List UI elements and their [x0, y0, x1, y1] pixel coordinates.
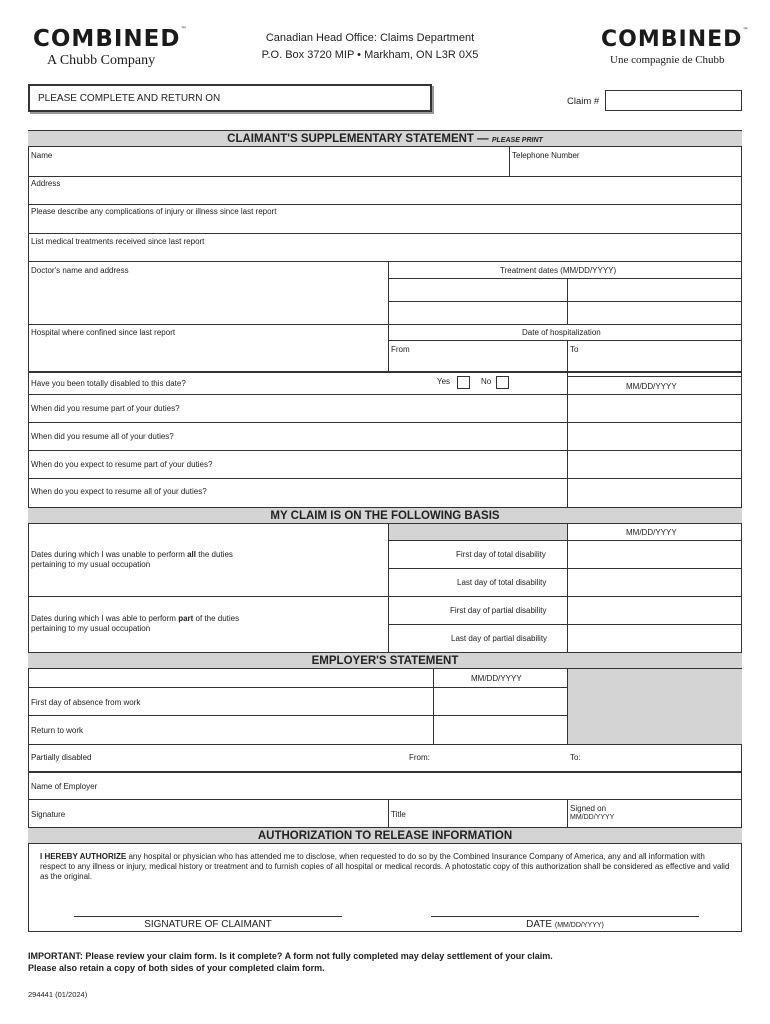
disabled-date-format: MM/DD/YYYY — [626, 382, 677, 391]
claim-number-label: Claim # — [567, 96, 600, 107]
complications-label: Please describe any complications of injury or illness since last report — [31, 207, 277, 216]
hospital-to-label: To — [570, 345, 579, 354]
basis-heading: MY CLAIM IS ON THE FOLLOWING BASIS — [28, 507, 742, 524]
first-partial-date[interactable] — [568, 597, 741, 623]
logo-left-text: COMBINED — [33, 26, 181, 52]
doctor-input[interactable] — [28, 276, 388, 322]
telephone-input[interactable] — [510, 160, 742, 176]
unable-pre: Dates during which I was unable to perform — [31, 550, 188, 559]
employer-heading: EMPLOYER'S STATEMENT — [28, 652, 742, 669]
partial-from-label: From: — [409, 753, 430, 762]
hospital-from-input[interactable] — [389, 354, 566, 370]
supplementary-title-note: PLEASE PRINT — [491, 137, 543, 144]
last-partial-label: Last day of partial disability — [451, 634, 548, 643]
resume-all-label: When did you resume all of your duties? — [31, 432, 174, 441]
treatments-label: List medical treatments received since last report — [31, 237, 205, 246]
supplementary-title-dash: — — [473, 133, 492, 145]
logo-right — [601, 27, 749, 52]
form-number: 294441 (01/2024) — [28, 990, 88, 999]
important-line-1: IMPORTANT: Please review your claim form. Is it complete? A form not fully completed may delay settlement of your claim. — [28, 951, 553, 961]
logo-left-tm: ™ — [180, 26, 188, 33]
office-line-2: P.O. Box 3720 MIP • Markham, ON L3R 0X5 — [261, 49, 479, 61]
supplementary-heading — [28, 130, 742, 147]
hospital-label: Hospital where confined since last report — [31, 328, 176, 337]
important-line-2: Please also retain a copy of both sides of your completed claim form. — [28, 963, 325, 973]
expect-all-label: When do you expect to resume all of your duties? — [31, 487, 207, 496]
basis-date-format: MM/DD/YYYY — [626, 528, 677, 537]
partial-to-label: To: — [570, 753, 581, 762]
authorization-body: any hospital or physician who has attended me to disclose, when requested to do so by the Combined Insurance Company of America, any and all information with respect to any illness or injury, medical history or treatment and to furnish copies of all hospital or medical records. A photostatic copy of this authorization shall be considered as effective and valid as the original. — [40, 852, 730, 881]
return-work-date[interactable] — [434, 716, 566, 743]
signed-on-input[interactable] — [625, 800, 740, 826]
hospitalization-label: Date of hospitalization — [522, 328, 601, 337]
claimant-signature-label: SIGNATURE OF CLAIMANT — [144, 919, 272, 930]
return-on-field[interactable] — [28, 84, 432, 112]
employer-signature-input[interactable] — [80, 800, 386, 826]
partially-disabled-label: Partially disabled — [31, 753, 92, 762]
no-checkbox[interactable] — [496, 376, 509, 389]
authorization-heading: AUTHORIZATION TO RELEASE INFORMATION — [28, 827, 742, 844]
unable-label — [31, 550, 233, 570]
last-partial-date[interactable] — [568, 625, 741, 651]
last-total-date[interactable] — [568, 569, 741, 595]
unable-line2: pertaining to my usual occupation — [31, 560, 151, 569]
first-absence-date[interactable] — [434, 688, 566, 715]
treatment-date-2-to[interactable] — [568, 302, 741, 323]
claimant-date-line[interactable] — [431, 916, 699, 917]
logo-right-subtitle: Une compagnie de Chubb — [610, 54, 725, 66]
treatment-date-2-from[interactable] — [389, 302, 566, 323]
claim-number-field[interactable] — [605, 90, 742, 111]
employer-date-format: MM/DD/YYYY — [471, 674, 522, 683]
first-absence-label: First day of absence from work — [31, 698, 141, 707]
logo-right-tm: ™ — [742, 27, 750, 34]
employer-shade — [568, 669, 742, 744]
logo-left — [33, 26, 187, 52]
treatments-input[interactable] — [28, 245, 742, 261]
address-input[interactable] — [28, 188, 742, 204]
logo-left-subtitle: A Chubb Company — [47, 53, 156, 68]
unable-post: the duties — [195, 550, 233, 559]
logo-right-text: COMBINED — [601, 27, 743, 52]
partial-from-input[interactable] — [430, 745, 565, 770]
treatment-date-1-from[interactable] — [389, 279, 566, 300]
return-work-label: Return to work — [31, 726, 84, 735]
partial-to-input[interactable] — [585, 745, 740, 770]
no-label: No — [481, 377, 492, 386]
name-label: Name — [31, 151, 53, 160]
signed-on-label: Signed on — [570, 804, 607, 813]
head-office-address — [255, 30, 485, 64]
authorization-bold: I HEREBY AUTHORIZE — [40, 852, 127, 861]
address-label: Address — [31, 179, 61, 188]
treatment-date-1-to[interactable] — [568, 279, 741, 300]
yes-checkbox[interactable] — [457, 376, 470, 389]
hospital-to-input[interactable] — [568, 354, 741, 370]
claimant-signature-line[interactable] — [74, 916, 342, 917]
claimant-date-label — [431, 919, 699, 930]
disabled-question-label: Have you been totally disabled to this date? — [31, 379, 186, 388]
expect-part-date[interactable] — [568, 451, 741, 478]
able-label — [31, 614, 239, 634]
able-pre: Dates during which I was able to perform — [31, 614, 179, 623]
employer-title-label: Title — [391, 810, 406, 819]
employer-title-input[interactable] — [412, 800, 566, 826]
office-line-1: Canadian Head Office: Claims Department — [265, 32, 475, 44]
date-label-text: DATE — [526, 919, 553, 930]
basis-shade — [388, 524, 568, 540]
last-total-label: Last day of total disability — [457, 578, 547, 587]
expect-all-date[interactable] — [568, 479, 741, 506]
unable-bold: all — [187, 550, 196, 559]
supplementary-title: CLAIMANT'S SUPPLEMENTARY STATEMENT — [227, 133, 474, 145]
employer-signature-label: Signature — [31, 810, 66, 819]
able-post: of the duties — [193, 614, 240, 623]
employer-name-input[interactable] — [120, 773, 740, 798]
important-note — [28, 950, 553, 974]
doctor-label: Doctor's name and address — [31, 266, 129, 275]
first-total-date[interactable] — [568, 541, 741, 567]
signed-on-format: MM/DD/YYYY — [570, 814, 615, 821]
employer-name-label: Name of Employer — [31, 782, 98, 791]
resume-part-label: When did you resume part of your duties? — [31, 404, 180, 413]
treatment-dates-label: Treatment dates (MM/DD/YYYY) — [500, 266, 617, 275]
name-input[interactable] — [28, 160, 508, 176]
date-label-format: (MM/DD/YYYY) — [554, 922, 604, 929]
hospital-input[interactable] — [28, 338, 388, 370]
resume-all-date[interactable] — [568, 423, 741, 450]
first-total-label: First day of total disability — [456, 550, 546, 559]
expect-part-label: When do you expect to resume part of your duties? — [31, 460, 213, 469]
complications-input[interactable] — [28, 216, 742, 232]
yes-label: Yes — [437, 377, 451, 386]
able-bold: part — [178, 614, 194, 623]
authorization-text — [40, 852, 732, 882]
first-partial-label: First day of partial disability — [450, 606, 547, 615]
able-line2: pertaining to my usual occupation — [31, 624, 151, 633]
resume-part-date[interactable] — [568, 395, 741, 422]
telephone-label: Telephone Number — [512, 151, 580, 160]
return-on-label: PLEASE COMPLETE AND RETURN ON — [38, 93, 221, 104]
hospital-from-label: From — [391, 345, 410, 354]
